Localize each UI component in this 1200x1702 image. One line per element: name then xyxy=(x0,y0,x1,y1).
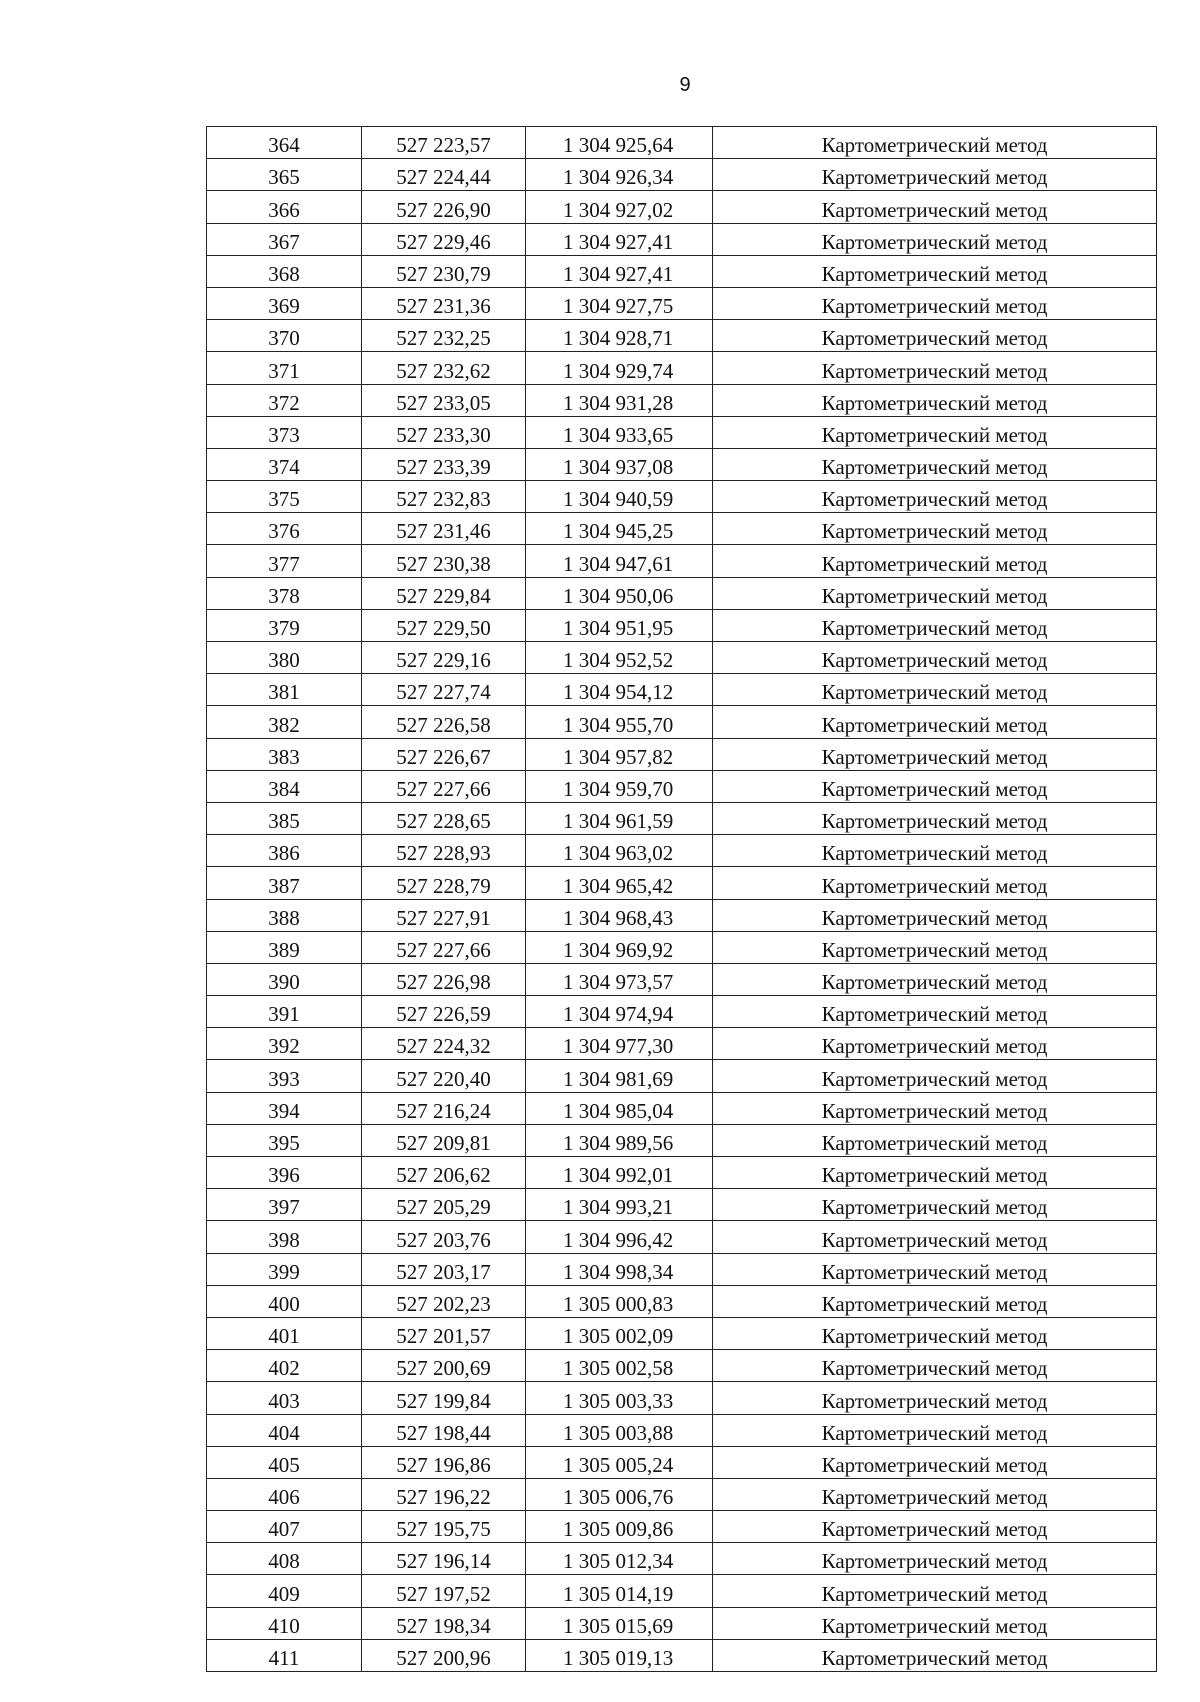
point-number-cell: 369 xyxy=(207,287,362,319)
table-row xyxy=(207,1092,1157,1124)
method-cell: Картометрический метод xyxy=(713,1124,1157,1156)
x-coordinate-cell: 527 227,66 xyxy=(362,770,526,802)
y-coordinate-cell: 1 304 985,04 xyxy=(526,1092,713,1124)
method-cell: Картометрический метод xyxy=(713,963,1157,995)
x-coordinate-cell: 527 228,79 xyxy=(362,867,526,899)
point-number-cell: 384 xyxy=(207,770,362,802)
table-row xyxy=(207,706,1157,738)
point-number-cell: 397 xyxy=(207,1189,362,1221)
method-cell: Картометрический метод xyxy=(713,416,1157,448)
y-coordinate-cell: 1 304 927,02 xyxy=(526,191,713,223)
method-cell: Картометрический метод xyxy=(713,1253,1157,1285)
table-row xyxy=(207,1060,1157,1092)
x-coordinate-cell: 527 203,17 xyxy=(362,1253,526,1285)
table-row xyxy=(207,835,1157,867)
x-coordinate-cell: 527 206,62 xyxy=(362,1157,526,1189)
y-coordinate-cell: 1 304 993,21 xyxy=(526,1189,713,1221)
point-number-cell: 393 xyxy=(207,1060,362,1092)
y-coordinate-cell: 1 305 003,33 xyxy=(526,1382,713,1414)
point-number-cell: 370 xyxy=(207,320,362,352)
point-number-cell: 409 xyxy=(207,1575,362,1607)
x-coordinate-cell: 527 223,57 xyxy=(362,127,526,159)
x-coordinate-cell: 527 200,96 xyxy=(362,1639,526,1671)
y-coordinate-cell: 1 304 937,08 xyxy=(526,448,713,480)
y-coordinate-cell: 1 304 945,25 xyxy=(526,513,713,545)
x-coordinate-cell: 527 233,39 xyxy=(362,448,526,480)
point-number-cell: 395 xyxy=(207,1124,362,1156)
point-number-cell: 392 xyxy=(207,1028,362,1060)
x-coordinate-cell: 527 233,30 xyxy=(362,416,526,448)
y-coordinate-cell: 1 305 000,83 xyxy=(526,1285,713,1317)
point-number-cell: 407 xyxy=(207,1511,362,1543)
x-coordinate-cell: 527 209,81 xyxy=(362,1124,526,1156)
y-coordinate-cell: 1 304 955,70 xyxy=(526,706,713,738)
method-cell: Картометрический метод xyxy=(713,191,1157,223)
x-coordinate-cell: 527 198,34 xyxy=(362,1607,526,1639)
method-cell: Картометрический метод xyxy=(713,352,1157,384)
method-cell: Картометрический метод xyxy=(713,1575,1157,1607)
point-number-cell: 388 xyxy=(207,899,362,931)
y-coordinate-cell: 1 304 933,65 xyxy=(526,416,713,448)
table-row xyxy=(207,1511,1157,1543)
x-coordinate-cell: 527 229,50 xyxy=(362,609,526,641)
x-coordinate-cell: 527 201,57 xyxy=(362,1317,526,1349)
y-coordinate-cell: 1 304 963,02 xyxy=(526,835,713,867)
method-cell: Картометрический метод xyxy=(713,1639,1157,1671)
method-cell: Картометрический метод xyxy=(713,1157,1157,1189)
x-coordinate-cell: 527 232,62 xyxy=(362,352,526,384)
table-row xyxy=(207,1285,1157,1317)
method-cell: Картометрический метод xyxy=(713,448,1157,480)
point-number-cell: 403 xyxy=(207,1382,362,1414)
x-coordinate-cell: 527 230,79 xyxy=(362,255,526,287)
method-cell: Картометрический метод xyxy=(713,1382,1157,1414)
point-number-cell: 399 xyxy=(207,1253,362,1285)
table-row xyxy=(207,996,1157,1028)
y-coordinate-cell: 1 304 940,59 xyxy=(526,481,713,513)
point-number-cell: 402 xyxy=(207,1350,362,1382)
point-number-cell: 374 xyxy=(207,448,362,480)
table-row xyxy=(207,609,1157,641)
method-cell: Картометрический метод xyxy=(713,159,1157,191)
x-coordinate-cell: 527 224,32 xyxy=(362,1028,526,1060)
table-row xyxy=(207,416,1157,448)
method-cell: Картометрический метод xyxy=(713,642,1157,674)
table-row xyxy=(207,1607,1157,1639)
point-number-cell: 375 xyxy=(207,481,362,513)
x-coordinate-cell: 527 195,75 xyxy=(362,1511,526,1543)
point-number-cell: 379 xyxy=(207,609,362,641)
table-row xyxy=(207,899,1157,931)
y-coordinate-cell: 1 305 002,58 xyxy=(526,1350,713,1382)
point-number-cell: 398 xyxy=(207,1221,362,1253)
x-coordinate-cell: 527 229,16 xyxy=(362,642,526,674)
y-coordinate-cell: 1 304 954,12 xyxy=(526,674,713,706)
table-row xyxy=(207,481,1157,513)
y-coordinate-cell: 1 304 927,41 xyxy=(526,255,713,287)
table-row xyxy=(207,191,1157,223)
table-row xyxy=(207,674,1157,706)
table-row xyxy=(207,1575,1157,1607)
x-coordinate-cell: 527 229,84 xyxy=(362,577,526,609)
method-cell: Картометрический метод xyxy=(713,996,1157,1028)
table-row xyxy=(207,223,1157,255)
x-coordinate-cell: 527 224,44 xyxy=(362,159,526,191)
point-number-cell: 382 xyxy=(207,706,362,738)
point-number-cell: 411 xyxy=(207,1639,362,1671)
method-cell: Картометрический метод xyxy=(713,1414,1157,1446)
table-row xyxy=(207,1446,1157,1478)
y-coordinate-cell: 1 304 992,01 xyxy=(526,1157,713,1189)
x-coordinate-cell: 527 228,93 xyxy=(362,835,526,867)
point-number-cell: 408 xyxy=(207,1543,362,1575)
point-number-cell: 396 xyxy=(207,1157,362,1189)
point-number-cell: 371 xyxy=(207,352,362,384)
x-coordinate-cell: 527 229,46 xyxy=(362,223,526,255)
method-cell: Картометрический метод xyxy=(713,127,1157,159)
table-row xyxy=(207,127,1157,159)
method-cell: Картометрический метод xyxy=(713,802,1157,834)
point-number-cell: 390 xyxy=(207,963,362,995)
x-coordinate-cell: 527 220,40 xyxy=(362,1060,526,1092)
y-coordinate-cell: 1 304 952,52 xyxy=(526,642,713,674)
point-number-cell: 383 xyxy=(207,738,362,770)
y-coordinate-cell: 1 304 989,56 xyxy=(526,1124,713,1156)
table-row xyxy=(207,642,1157,674)
x-coordinate-cell: 527 205,29 xyxy=(362,1189,526,1221)
method-cell: Картометрический метод xyxy=(713,1285,1157,1317)
table-row xyxy=(207,577,1157,609)
method-cell: Картометрический метод xyxy=(713,738,1157,770)
x-coordinate-cell: 527 226,59 xyxy=(362,996,526,1028)
table-row xyxy=(207,1317,1157,1349)
y-coordinate-cell: 1 305 009,86 xyxy=(526,1511,713,1543)
x-coordinate-cell: 527 228,65 xyxy=(362,802,526,834)
table-row xyxy=(207,1189,1157,1221)
page-number: 9 xyxy=(679,74,691,96)
y-coordinate-cell: 1 304 929,74 xyxy=(526,352,713,384)
y-coordinate-cell: 1 305 003,88 xyxy=(526,1414,713,1446)
x-coordinate-cell: 527 198,44 xyxy=(362,1414,526,1446)
method-cell: Картометрический метод xyxy=(713,223,1157,255)
x-coordinate-cell: 527 227,74 xyxy=(362,674,526,706)
method-cell: Картометрический метод xyxy=(713,770,1157,802)
method-cell: Картометрический метод xyxy=(713,1221,1157,1253)
method-cell: Картометрический метод xyxy=(713,577,1157,609)
method-cell: Картометрический метод xyxy=(713,1478,1157,1510)
x-coordinate-cell: 527 230,38 xyxy=(362,545,526,577)
method-cell: Картометрический метод xyxy=(713,1607,1157,1639)
y-coordinate-cell: 1 304 947,61 xyxy=(526,545,713,577)
point-number-cell: 386 xyxy=(207,835,362,867)
y-coordinate-cell: 1 305 012,34 xyxy=(526,1543,713,1575)
point-number-cell: 405 xyxy=(207,1446,362,1478)
x-coordinate-cell: 527 202,23 xyxy=(362,1285,526,1317)
point-number-cell: 372 xyxy=(207,384,362,416)
method-cell: Картометрический метод xyxy=(713,867,1157,899)
point-number-cell: 367 xyxy=(207,223,362,255)
point-number-cell: 378 xyxy=(207,577,362,609)
method-cell: Картометрический метод xyxy=(713,931,1157,963)
table-row xyxy=(207,867,1157,899)
table-row xyxy=(207,738,1157,770)
table-row xyxy=(207,1124,1157,1156)
table-row xyxy=(207,1414,1157,1446)
method-cell: Картометрический метод xyxy=(713,835,1157,867)
y-coordinate-cell: 1 304 965,42 xyxy=(526,867,713,899)
y-coordinate-cell: 1 304 959,70 xyxy=(526,770,713,802)
y-coordinate-cell: 1 304 931,28 xyxy=(526,384,713,416)
y-coordinate-cell: 1 304 974,94 xyxy=(526,996,713,1028)
y-coordinate-cell: 1 304 996,42 xyxy=(526,1221,713,1253)
point-number-cell: 389 xyxy=(207,931,362,963)
x-coordinate-cell: 527 196,86 xyxy=(362,1446,526,1478)
table-row xyxy=(207,320,1157,352)
x-coordinate-cell: 527 216,24 xyxy=(362,1092,526,1124)
x-coordinate-cell: 527 232,83 xyxy=(362,481,526,513)
y-coordinate-cell: 1 304 927,41 xyxy=(526,223,713,255)
point-number-cell: 410 xyxy=(207,1607,362,1639)
table-row xyxy=(207,255,1157,287)
y-coordinate-cell: 1 305 002,09 xyxy=(526,1317,713,1349)
y-coordinate-cell: 1 304 969,92 xyxy=(526,931,713,963)
table-row xyxy=(207,1382,1157,1414)
x-coordinate-cell: 527 226,90 xyxy=(362,191,526,223)
table-row xyxy=(207,963,1157,995)
y-coordinate-cell: 1 304 950,06 xyxy=(526,577,713,609)
method-cell: Картометрический метод xyxy=(713,674,1157,706)
method-cell: Картометрический метод xyxy=(713,481,1157,513)
method-cell: Картометрический метод xyxy=(713,1317,1157,1349)
y-coordinate-cell: 1 304 968,43 xyxy=(526,899,713,931)
method-cell: Картометрический метод xyxy=(713,1511,1157,1543)
table-row xyxy=(207,1028,1157,1060)
method-cell: Картометрический метод xyxy=(713,1189,1157,1221)
y-coordinate-cell: 1 304 977,30 xyxy=(526,1028,713,1060)
method-cell: Картометрический метод xyxy=(713,1092,1157,1124)
point-number-cell: 365 xyxy=(207,159,362,191)
point-number-cell: 376 xyxy=(207,513,362,545)
table-row xyxy=(207,1543,1157,1575)
point-number-cell: 377 xyxy=(207,545,362,577)
table-row xyxy=(207,770,1157,802)
x-coordinate-cell: 527 226,58 xyxy=(362,706,526,738)
y-coordinate-cell: 1 304 925,64 xyxy=(526,127,713,159)
table-row xyxy=(207,802,1157,834)
method-cell: Картометрический метод xyxy=(713,287,1157,319)
method-cell: Картометрический метод xyxy=(713,899,1157,931)
table-row xyxy=(207,1639,1157,1671)
point-number-cell: 394 xyxy=(207,1092,362,1124)
method-cell: Картометрический метод xyxy=(713,1028,1157,1060)
table-row xyxy=(207,1157,1157,1189)
table-row xyxy=(207,1253,1157,1285)
method-cell: Картометрический метод xyxy=(713,1350,1157,1382)
point-number-cell: 366 xyxy=(207,191,362,223)
y-coordinate-cell: 1 304 926,34 xyxy=(526,159,713,191)
x-coordinate-cell: 527 199,84 xyxy=(362,1382,526,1414)
coordinates-table xyxy=(206,126,1157,1672)
table-row xyxy=(207,931,1157,963)
table-row xyxy=(207,352,1157,384)
table-row xyxy=(207,1478,1157,1510)
y-coordinate-cell: 1 304 927,75 xyxy=(526,287,713,319)
x-coordinate-cell: 527 200,69 xyxy=(362,1350,526,1382)
point-number-cell: 387 xyxy=(207,867,362,899)
point-number-cell: 391 xyxy=(207,996,362,1028)
method-cell: Картометрический метод xyxy=(713,609,1157,641)
point-number-cell: 381 xyxy=(207,674,362,706)
method-cell: Картометрический метод xyxy=(713,384,1157,416)
y-coordinate-cell: 1 305 014,19 xyxy=(526,1575,713,1607)
x-coordinate-cell: 527 226,98 xyxy=(362,963,526,995)
x-coordinate-cell: 527 232,25 xyxy=(362,320,526,352)
x-coordinate-cell: 527 203,76 xyxy=(362,1221,526,1253)
point-number-cell: 404 xyxy=(207,1414,362,1446)
method-cell: Картометрический метод xyxy=(713,1543,1157,1575)
y-coordinate-cell: 1 304 951,95 xyxy=(526,609,713,641)
method-cell: Картометрический метод xyxy=(713,255,1157,287)
y-coordinate-cell: 1 305 019,13 xyxy=(526,1639,713,1671)
x-coordinate-cell: 527 226,67 xyxy=(362,738,526,770)
point-number-cell: 385 xyxy=(207,802,362,834)
table-row xyxy=(207,159,1157,191)
method-cell: Картометрический метод xyxy=(713,1060,1157,1092)
y-coordinate-cell: 1 304 957,82 xyxy=(526,738,713,770)
y-coordinate-cell: 1 304 973,57 xyxy=(526,963,713,995)
table-row xyxy=(207,545,1157,577)
method-cell: Картометрический метод xyxy=(713,545,1157,577)
method-cell: Картометрический метод xyxy=(713,1446,1157,1478)
point-number-cell: 406 xyxy=(207,1478,362,1510)
point-number-cell: 401 xyxy=(207,1317,362,1349)
method-cell: Картометрический метод xyxy=(713,706,1157,738)
x-coordinate-cell: 527 196,22 xyxy=(362,1478,526,1510)
method-cell: Картометрический метод xyxy=(713,513,1157,545)
table-row xyxy=(207,1221,1157,1253)
method-cell: Картометрический метод xyxy=(713,320,1157,352)
point-number-cell: 380 xyxy=(207,642,362,674)
y-coordinate-cell: 1 305 015,69 xyxy=(526,1607,713,1639)
x-coordinate-cell: 527 231,46 xyxy=(362,513,526,545)
y-coordinate-cell: 1 305 005,24 xyxy=(526,1446,713,1478)
point-number-cell: 373 xyxy=(207,416,362,448)
point-number-cell: 364 xyxy=(207,127,362,159)
table-row xyxy=(207,448,1157,480)
y-coordinate-cell: 1 304 961,59 xyxy=(526,802,713,834)
x-coordinate-cell: 527 233,05 xyxy=(362,384,526,416)
point-number-cell: 368 xyxy=(207,255,362,287)
coordinates-table-body xyxy=(207,127,1157,1672)
x-coordinate-cell: 527 231,36 xyxy=(362,287,526,319)
x-coordinate-cell: 527 197,52 xyxy=(362,1575,526,1607)
table-row xyxy=(207,1350,1157,1382)
x-coordinate-cell: 527 196,14 xyxy=(362,1543,526,1575)
x-coordinate-cell: 527 227,91 xyxy=(362,899,526,931)
y-coordinate-cell: 1 304 981,69 xyxy=(526,1060,713,1092)
table-row xyxy=(207,384,1157,416)
point-number-cell: 400 xyxy=(207,1285,362,1317)
x-coordinate-cell: 527 227,66 xyxy=(362,931,526,963)
y-coordinate-cell: 1 305 006,76 xyxy=(526,1478,713,1510)
y-coordinate-cell: 1 304 998,34 xyxy=(526,1253,713,1285)
y-coordinate-cell: 1 304 928,71 xyxy=(526,320,713,352)
table-row xyxy=(207,287,1157,319)
table-row xyxy=(207,513,1157,545)
